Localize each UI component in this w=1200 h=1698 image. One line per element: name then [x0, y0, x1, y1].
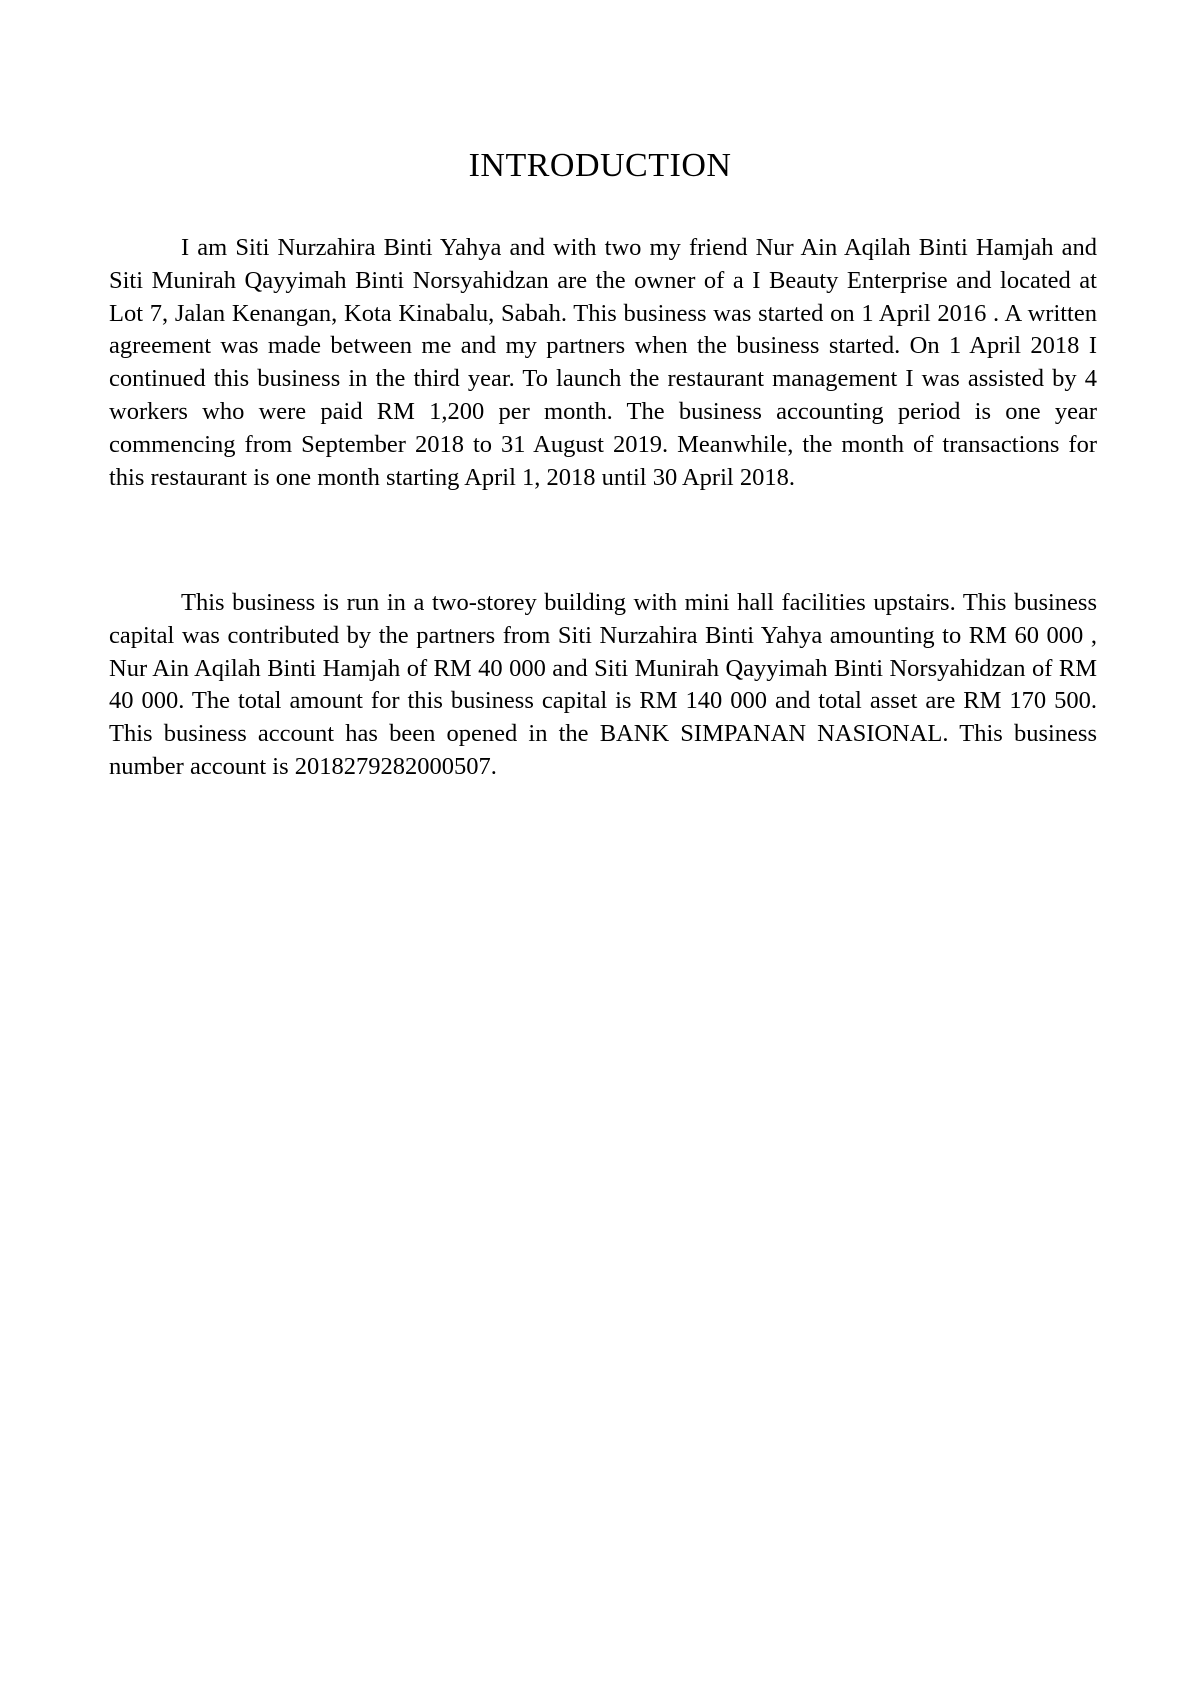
- paragraph-business-background: I am Siti Nurzahira Binti Yahya and with two my friend Nur Ain Aqilah Binti Hamjah and Siti Munirah Qayyimah Binti Norsyahidzan are the owner of a I Beauty Enterprise and located at Lot 7, Jalan Kenangan, Kota Kinabalu, Sabah. This business was started on 1 April 2016 . A written agreement was made between me and my partners when the business started. On 1 April 2018 I continued this business in the third year. To launch the restaurant management I was assisted by 4 workers who were paid RM 1,200 per month. The business accounting period is one year commencing from September 2018 to 31 August 2019. Meanwhile, the month of transactions for this restaurant is one month starting April 1, 2018 until 30 April 2018.: [109, 234, 1097, 491]
- document-title: INTRODUCTION: [468, 147, 732, 184]
- paragraph-business-capital: This business is run in a two-storey building with mini hall facilities upstairs. This business capital was contributed by the partners from Siti Nurzahira Binti Yahya amounting to RM 60 000 , Nur Ain Aqilah Binti Hamjah of RM 40 000 and Siti Munirah Qayyimah Binti Norsyahidzan of RM 40 000. The total amount for this business capital is RM 140 000 and total asset are RM 170 500. This business account has been opened in the BANK SIMPANAN NASIONAL. This business number account is 2018279282000507.: [109, 589, 1097, 780]
